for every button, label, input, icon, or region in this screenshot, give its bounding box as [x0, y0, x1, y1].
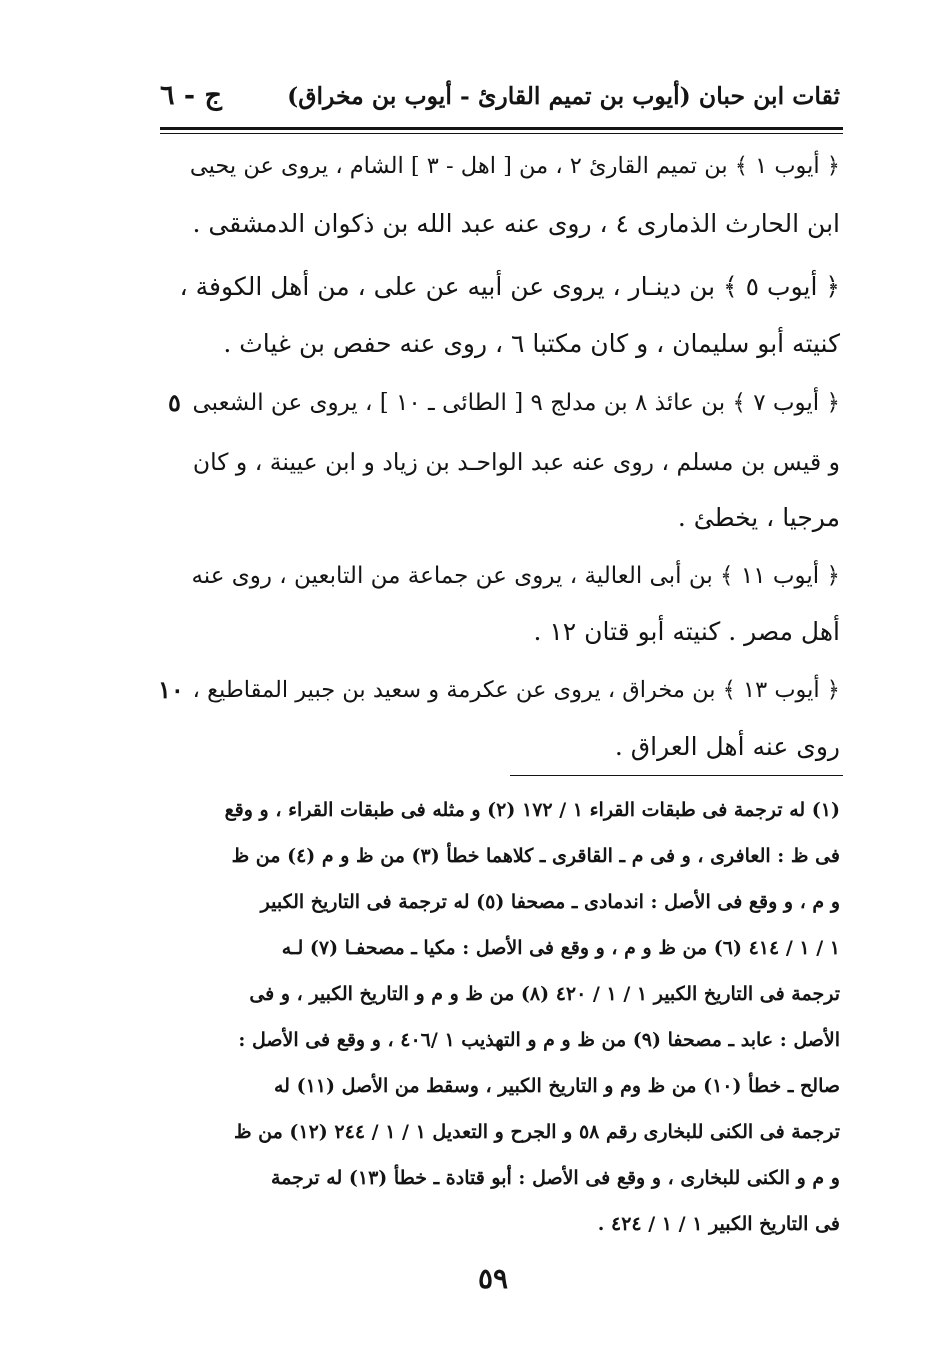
text-line: روى عنه أهل العراق . — [614, 732, 840, 761]
footnote-line: و م ، و وقع فى الأصل : اندمادى ـ مصحفا (٥) له ترجمة فى التاريخ الكبير — [260, 891, 840, 913]
footnote-line: فى ظ : العافرى ، و فى م ـ القاقرى ـ كلاهما خطأ (٣) من ظ و م (٤) من ظ — [231, 845, 840, 867]
line-number: ١٠ — [158, 675, 184, 704]
footnote-line: ١ / ١ / ٤١٤ (٦) من ظ و م ، و وقع فى الأصل : مكيا ـ مصحفـا (٧) لـه — [281, 937, 840, 959]
footnote-rule — [510, 775, 843, 776]
footnote-line: (١) له ترجمة فى طبقات القراء ١ / ١٧٢ (٢) و مثله فى طبقات القراء ، و وقع — [224, 799, 840, 821]
text-line: ﴿ أيوب ١١ ﴾ بن أبى العالية ، يروى عن جماعة من التابعين ، روى عنه — [191, 563, 840, 589]
text-line: ﴿ أيوب ١ ﴾ بن تميم القارئ ٢ ، من [ اهل - ٣ ] الشام ، يروى عن يحيى — [189, 153, 840, 179]
header-rule-thin — [160, 133, 843, 134]
text-line: ﴿ أيوب ١٣ ﴾ بن مخراق ، يروى عن عكرمة و سعيد بن جبير المقاطيع ، — [192, 677, 840, 703]
text-line: ﴿ أيوب ٧ ﴾ بن عائذ ٨ بن مدلج ٩ [ الطائى ـ ١٠ ] ، يروى عن الشعبى — [192, 390, 840, 416]
footnote-line: فى التاريخ الكبير ١ / ١ / ٤٢٤ . — [597, 1213, 840, 1235]
text-line: أهل مصر . كنيته أبو قتان ١٢ . — [533, 617, 840, 646]
page-number: ٥٩ — [477, 1262, 509, 1295]
header-rule-thick — [160, 127, 843, 130]
text-line: كنيته أبو سليمان ، و كان مكتبا ٦ ، روى عنه حفص بن غياث . — [223, 329, 840, 358]
footnote-line: صالح ـ خطأ (١٠) من ظ وم و التاريخ الكبير ، وسقط من الأصل (١١) له — [274, 1075, 840, 1097]
text-line: ابن الحارث الذمارى ٤ ، روى عنه عبد الله بن ذكوان الدمشقى . — [192, 209, 840, 238]
footnote-line: و م و الكنى للبخارى ، و وقع فى الأصل : أبو قتادة ـ خطأ (١٣) له ترجمة — [270, 1167, 840, 1189]
text-line: مرجيا ، يخطئ . — [677, 503, 840, 532]
footnote-line: الأصل : عابد ـ مصحفا (٩) من ظ و م و التهذيب ١ /٤٠٦ ، و وقع فى الأصل : — [238, 1029, 840, 1051]
footnote-line: ترجمة فى التاريخ الكبير ١ / ١ / ٤٢٠ (٨) من ظ و م و التاريخ الكبير ، و فى — [249, 983, 840, 1005]
volume-label: ج - ٦ — [160, 80, 222, 111]
header-title: ثقات ابن حبان (أيوب بن تميم القارئ - أيوب بن مخراق) — [287, 82, 840, 110]
footnote-line: ترجمة فى الكنى للبخارى رقم ٥٨ و الجرح و التعديل ١ / ١ / ٢٤٤ (١٢) من ظ — [233, 1121, 840, 1143]
running-header — [160, 76, 840, 116]
text-line: ﴿ أيوب ٥ ﴾ بن دينـار ، يروى عن أبيه عن على ، من أهل الكوفة ، — [179, 272, 840, 301]
text-line: و قيس بن مسلم ، روى عنه عبد الواحـد بن زياد و ابن عيينة ، و كان — [192, 448, 840, 476]
line-number: ٥ — [168, 388, 181, 417]
